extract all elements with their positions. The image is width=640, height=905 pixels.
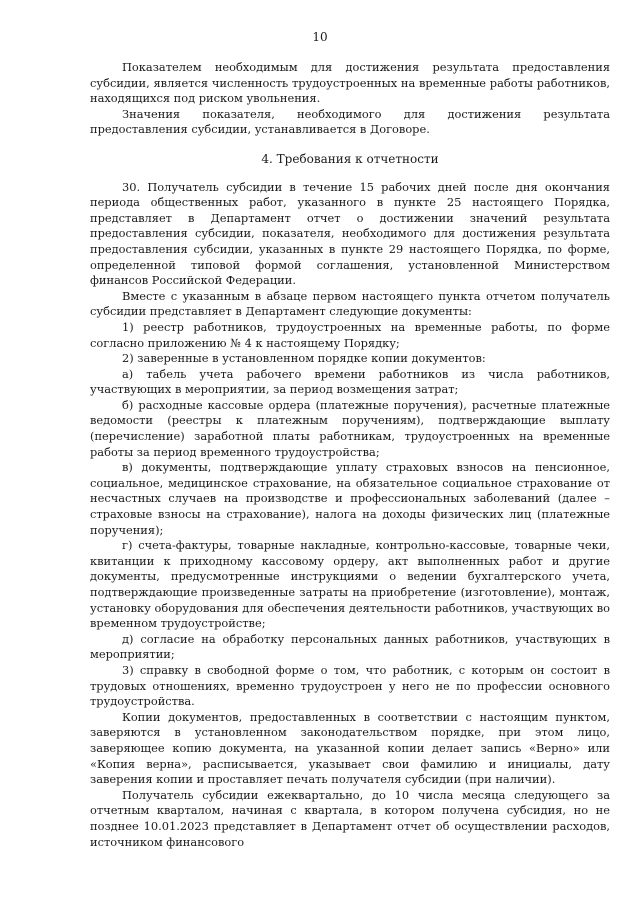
list-item-2: 2) заверенные в установленном порядке копии документов:	[122, 351, 486, 366]
paragraph-indicator-value: Значения показателя, необходимого для достижения результата предоставления субсидии, устанавливается в Договоре.	[90, 106, 610, 137]
document-body	[90, 60, 610, 850]
list-item-2a: а) табель учета рабочего времени работников из числа работников, участвующих в мероприятии, за период возмещения затрат;	[90, 366, 610, 397]
paragraph-quarterly-report: Получатель субсидии ежеквартально, до 10 числа месяца следующего за отчетным кварталом, начиная с квартала, в котором получена субсидия, но не позднее 10.01.2023 представляет в Департамент отчет об осуществлении расходов, источником финансового	[90, 787, 610, 849]
list-item-2v: в) документы, подтверждающие уплату страховых взносов на пенсионное, социальное, медицинское страхование, на обязательное социальное страхование от несчастных случаев на производстве и профессиональных заболеваний (далее – страховые взносы на страхование), налога на доходы физических лиц (платежные поручения);	[90, 460, 610, 537]
page-number: 10	[312, 30, 328, 44]
list-item-2b: б) расходные кассовые ордера (платежные поручения), расчетные платежные ведомости (реестры к платежным поручениям), подтверждающие выплату (перечисление) заработной платы работникам, трудоустроенных на временные работы за период временного трудоустройства;	[90, 397, 610, 459]
list-item-3: 3) справку в свободной форме о том, что работник, с которым он состоит в трудовых отношениях, временно трудоустроен у него не по профессии основного трудоустройства.	[90, 662, 610, 709]
paragraph-item-30: 30. Получатель субсидии в течение 15 рабочих дней после дня окончания периода общественных работ, указанного в пункте 25 настоящего Порядка, представляет в Департамент отчет о достижении значений результата предоставления субсидии, показателя, необходимого для достижения результата предоставления субсидии, указанных в пункте 29 настоящего Порядка, по форме, определенной типовой формой соглашения, установленной Министерством финансов Российской Федерации.	[90, 179, 610, 288]
list-item-1: 1) реестр работников, трудоустроенных на временные работы, по форме согласно приложению № 4 к настоящему Порядку;	[90, 319, 610, 350]
paragraph-copies: Копии документов, предоставленных в соответствии с настоящим пунктом, заверяются в установленном законодательством порядке, при этом лицо, заверяющее копию документа, на указанной копии делает запись «Верно» или «Копия верна», расписывается, указывает свои фамилию и инициалы, дату заверения копии и проставляет печать получателя субсидии (при наличии).	[90, 709, 610, 787]
list-item-2d: д) согласие на обработку персональных данных работников, участвующих в мероприятии;	[90, 631, 610, 662]
section-heading: 4. Требования к отчетности	[261, 151, 439, 166]
paragraph-documents-intro: Вместе с указанным в абзаце первом настоящего пункта отчетом получатель субсидии представляет в Департамент следующие документы:	[90, 288, 610, 319]
list-item-2g: г) счета-фактуры, товарные накладные, контрольно-кассовые, товарные чеки, квитанции к приходному кассовому ордеру, акт выполненных работ и другие документы, предусмотренные инструкциями о ведении бухгалтерского учета, подтверждающие произведенные затраты на приобретение (изготовление), монтаж, установку оборудования для обеспечения деятельности работников, участвующих во временном трудоустройстве;	[90, 538, 610, 631]
paragraph-indicator: Показателем необходимым для достижения результата предоставления субсидии, является численность трудоустроенных на временные работы работников, находящихся под риском увольнения.	[90, 60, 610, 106]
